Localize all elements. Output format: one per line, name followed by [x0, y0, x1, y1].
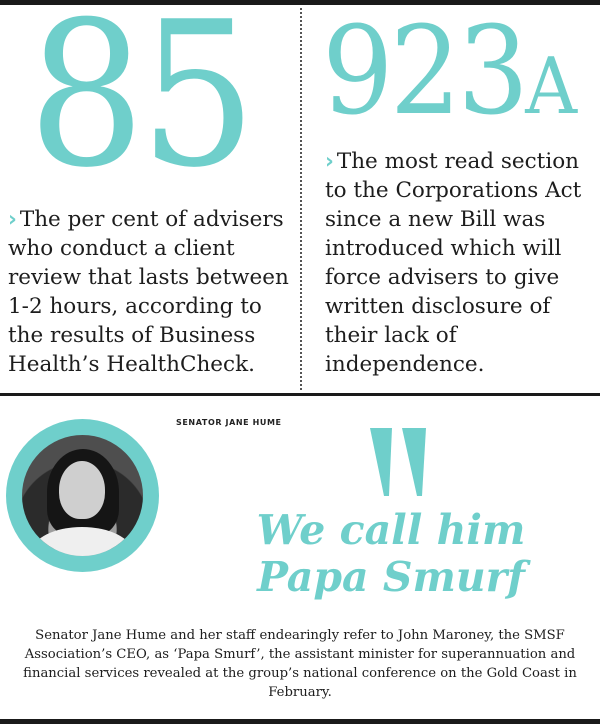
stat-right-number	[322, 0, 578, 142]
portrait-face	[59, 461, 105, 519]
column-divider	[300, 8, 302, 390]
bottom-rule	[0, 719, 600, 724]
quote-body-text: Senator Jane Hume and her staff endearingly refer to John Maroney, the SMSF Association’s CEO, as ‘Papa Smurf’, the assistant minister for superannuation and financial services revealed at the group’s national conference on the Gold Coast in February.	[23, 628, 577, 700]
quote-mark-left-stroke	[370, 428, 392, 496]
photo-caption: SENATOR JANE HUME	[176, 418, 282, 427]
pull-quote: We call him Papa Smurf	[256, 506, 526, 601]
portrait-image	[22, 435, 143, 556]
stat-right-number-digits: 923	[322, 0, 526, 142]
chevron-right-icon: ›	[8, 207, 17, 232]
stat-left-number: 85	[28, 0, 252, 212]
quote-mark-right-stroke	[402, 428, 426, 496]
stat-left-text: The per cent of advisers who conduct a client review that lasts between 1-2 hours, according to the results of Business Health’s HealthCheck.	[8, 207, 289, 377]
portrait-shoulders	[32, 527, 132, 556]
stat-left-description	[8, 205, 296, 379]
stat-right-description	[325, 147, 597, 379]
quote-mark-icon	[370, 426, 428, 498]
chevron-right-icon: ›	[325, 149, 334, 174]
senator-portrait	[6, 419, 159, 572]
middle-rule	[0, 393, 600, 396]
stat-right-text: The most read section to the Corporations Act since a new Bill was introduced which will force advisers to give written disclosure of their lack of independence.	[325, 149, 582, 377]
stat-right-number-suffix: A	[525, 42, 578, 132]
